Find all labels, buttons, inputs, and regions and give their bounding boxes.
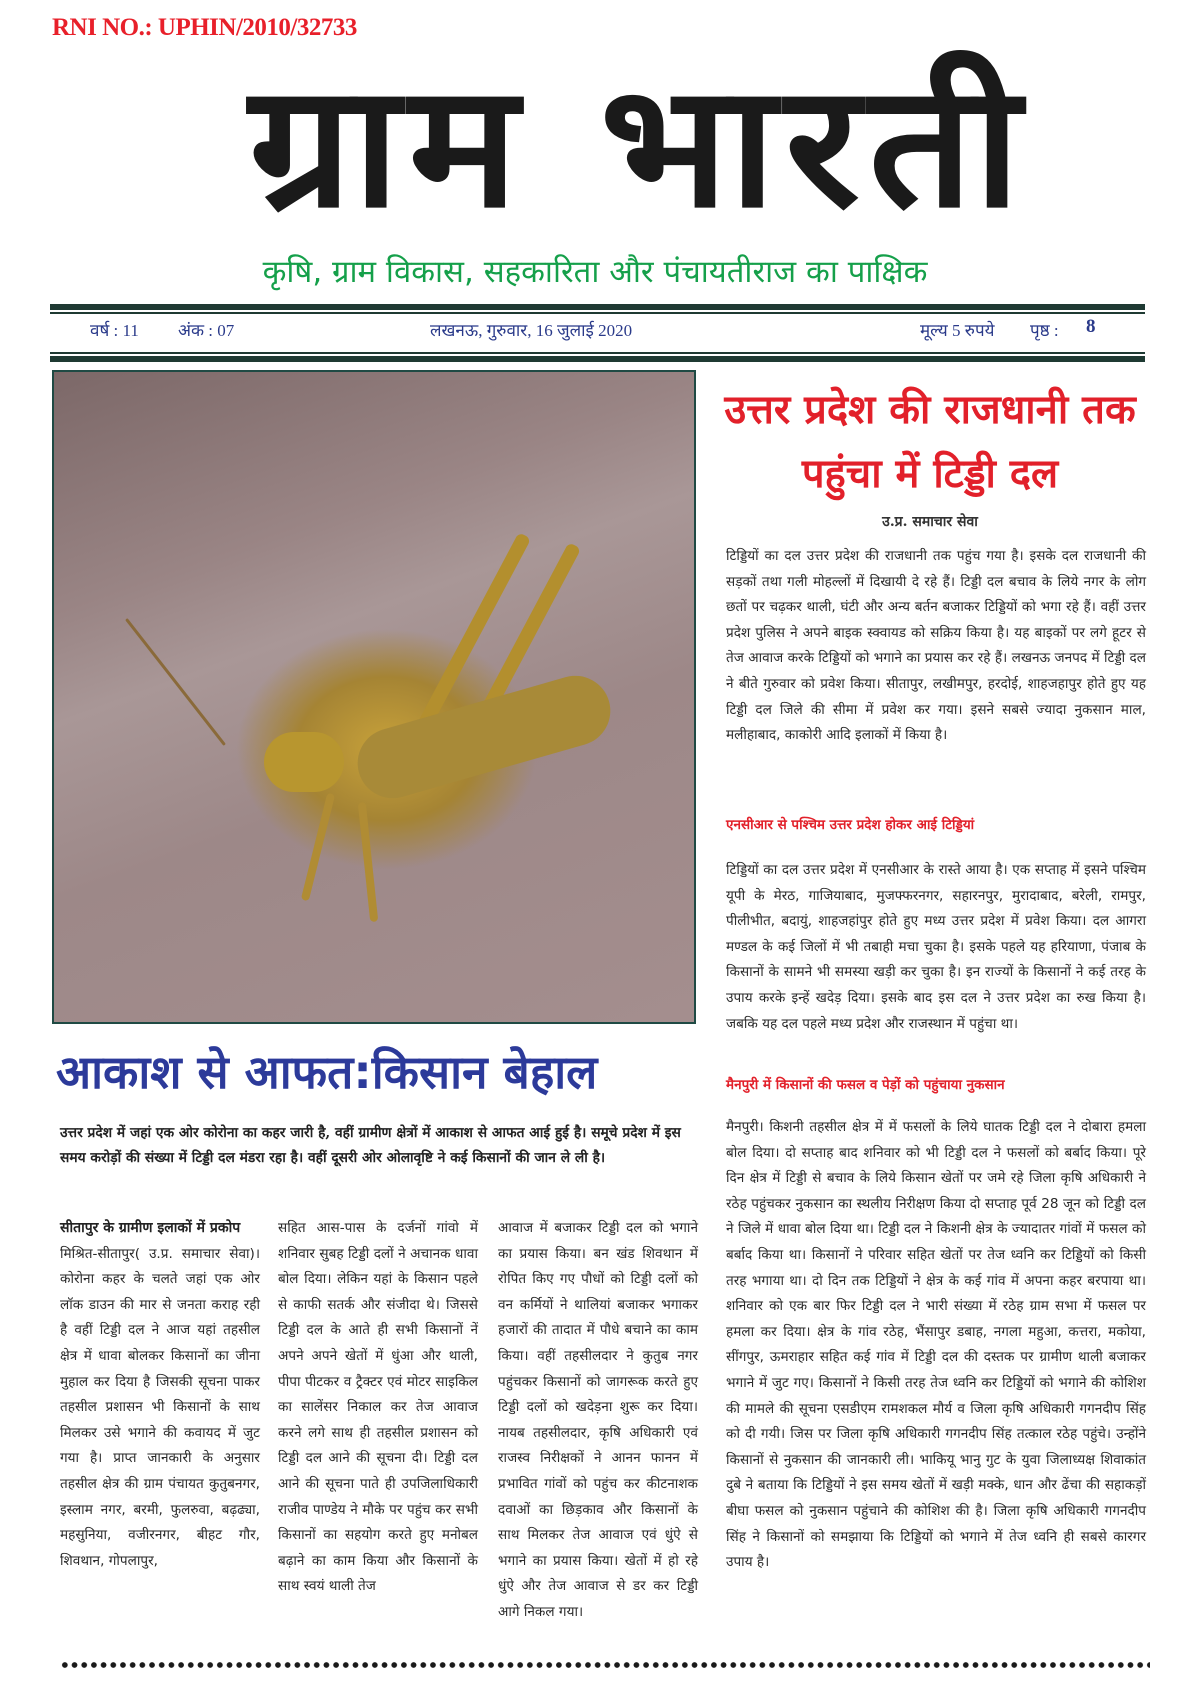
locust-leg: [358, 802, 378, 922]
issue-info-bar: [90, 318, 1130, 348]
main-story-column: सहित आस-पास के दर्जनों गांवो में शनिवार सुबह टिड्डी दलों ने अचानक धावा बोल दिया। लेकिन यहां के किसान पहले से काफी सतर्क और संजीदा थे। जिससे टिड्डी दल के आते ही सभी किसानों नें अपने अपने खेतों में धुंआ और थाली, पीपा पीटकर व ट्रैक्टर एवं मोटर साइकिल का सालेंसर निकाल कर तेज आवाज करने लगे साथ ही तहसील प्रशासन को टिड्डी दल आने की सूचना दी। टिड्डी दल आने की सूचना पाते ही उपजिलाधिकारी राजीव पाण्डेय ने मौके पर पहुंच कर सभी किसानों का सहयोग करते हुए मनोबल बढ़ाने का काम किया और किसानों के साथ स्वयं थाली तेज: [278, 1220, 478, 1595]
page-number: 8: [1086, 316, 1096, 337]
locust-body: [349, 668, 618, 807]
newspaper-tagline: कृषि, ग्राम विकास, सहकारिता और पंचायतीराज का पाक्षिक: [262, 254, 928, 290]
main-story-lead: उत्तर प्रदेश में जहां एक ओर कोरोना का कहर जारी है, वहीं ग्रामीण क्षेत्रों में आकाश से आफत आई हुई है। समूचे प्रदेश में इस समय करोड़ों की संख्या में टिड्डी दल मंडरा रहा है। वहीं दूसरी ओर ओलावृष्टि ने कई किसानों की जान ले ली है।: [60, 1125, 681, 1166]
locust-head: [264, 732, 344, 792]
right-story-headline: उत्तर प्रदेश की राजधानी तक पहुंचा में टिड्डी दल: [724, 387, 1136, 497]
right-story-paragraph: टिड्डियों का दल उत्तर प्रदेश में एनसीआर के रास्ते आया है। एक सप्ताह में इसने पश्चिम यूपी के मेरठ, गाजियाबाद, मुजफ्फरनगर, सहारनपुर, मुरादाबाद, बरेली, रामपुर, पीलीभीत, बदायुं, शाहजहांपुर होते हुए मध्य उत्तर प्रदेश में प्रवेश किया। दल आगरा मण्डल के कई जिलों में भी तबाही मचा चुका है। इसके पहले यह हरियाणा, पंजाब के किसानों के सामने भी समस्या खड़ी कर चुका है। इन राज्यों के किसानों ने कई तरह के उपाय करके इन्हें खदेड़ दिया। इसके बाद इस दल ने उत्तर प्रदेश का रुख किया है। जबकि यह दल पहले मध्य प्रदेश और राजस्थान में पहुंचा था।: [726, 862, 1146, 1032]
footer-dotted-rule: [60, 1661, 1150, 1669]
right-story-subhead: एनसीआर से पश्चिम उत्तर प्रदेश होकर आई टिड्डियां: [726, 817, 975, 833]
right-story-byline: उ.प्र. समाचार सेवा: [882, 514, 978, 530]
header-rule-bottom-thin: [50, 352, 1145, 354]
newspaper-title: ग्राम भारती: [248, 48, 1030, 246]
header-rule-top-thin: [50, 312, 1145, 314]
place-date: लखनऊ, गुरुवार, 16 जुलाई 2020: [430, 321, 633, 340]
column-subhead: सीतापुर के ग्रामीण इलाकों में प्रकोप: [60, 1220, 241, 1236]
page-label: पृष्ठ :: [1030, 321, 1059, 340]
issue-label: अंक : 07: [178, 321, 235, 340]
main-story-headline: आकाश से आफत:किसान बेहाल: [56, 1045, 598, 1099]
header-rule-bottom: [50, 356, 1145, 362]
locust-photo: [52, 370, 696, 1024]
locust-antenna: [125, 618, 226, 746]
right-story-paragraph: मैनपुरी। किशनी तहसील क्षेत्र में में फसलों के लिये घातक टिड्डी दल ने दोबारा हमला बोल दिया। दो सप्ताह बाद शनिवार को भी टिड्डी दल ने फसलों को बर्बाद किया। पूरे दिन क्षेत्र में टिड्डी से बचाव के लिये किसान खेतों पर जमे रहे जिला कृषि अधिकारी ने रठेह पहुंचकर नुकसान का स्थलीय निरीक्षण किया दो सप्ताह पूर्व 28 जून को टिड्डी दल ने जिले में धावा बोल दिया था। टिड्डी दल ने किशनी क्षेत्र के ज्यादातर गांवों में फसल को बर्बाद किया था। किसानों ने परिवार सहित खेतों पर तेज ध्वनि कर टिड्डियों को किसी तरह भगाया था। दो दिन तक टिड्डियों ने क्षेत्र के कई गांव में अपना कहर बरपाया था। शनिवार को एक बार फिर टिड्डी दल ने भारी संख्या में रठेह ग्राम सभा में फसल पर हमला कर दिया। क्षेत्र के गांव रठेह, भैंसापुर डबाह, नगला महुआ, कत्तरा, मकोया, सींगपुर, ऊमराहार सहित कई गांव में टिड्डी दल की दस्तक पर ग्रामीण थाली बजाकर भगाने में जुट गए। किसानों ने किसी तरह तेज ध्वनि कर टिड्डियों को भगाने की कोशिश की मामले की सूचना एसडीएम रामशकल मौर्य व जिला कृषि अधिकारी गगनदीप सिंह को दी गयी। जिस पर जिला कृषि अधिकारी गगनदीप सिंह तत्काल रठेह पहुंचे। उन्होंने किसानों से नुकसान की जानकारी ली। भाकियू भानु गुट के युवा जिलाध्यक्ष शिवाकांत दुबे ने बताया कि टिड्डियों ने इस समय खेतों में खड़ी मक्के, धान और ढेंचा की सहाकड़ों बीघा फसल को नुकसान पहुंचाने की कोशिश की है। जिला कृषि अधिकारी गगनदीप सिंह ने किसानों को समझाया कि टिड्डियों को भगाने में तेज ध्वनि ही सबसे कारगर उपाय है।: [726, 1119, 1146, 1571]
main-story-column: आवाज में बजाकर टिड्डी दल को भगाने का प्रयास किया। बन खंड शिवथान में रोपित किए गए पौधों को टिड्डी दलों को वन कर्मियों ने थालियां बजाकर भगाकर हजारों की तादात में पौधे बचाने का काम किया। वहीं तहसीलदार ने कुतुब नगर पहुंचकर किसानों को जागरूक करते हुए टिड्डी दलों को खदेड़ना शुरू कर दिया। नायब तहसीलदार, कृषि अधिकारी एवं राजस्व निरीक्षकों ने आनन फानन में प्रभावित गांवों को पहुंच कर कीटनाशक दवाओं का छिड़काव और किसानों के साथ मिलकर तेज आवाज एवं धुंऐ से भगाने का प्रयास किया। खेतों में हो रहे धुंऐ और तेज आवाज से डर कर टिड्डी आगे निकल गया।: [498, 1220, 698, 1620]
right-story-subhead: मैनपुरी में किसानों की फसल व पेड़ों को पहुंचाया नुकसान: [726, 1077, 1005, 1093]
right-story-paragraph: टिड्डियों का दल उत्तर प्रदेश की राजधानी तक पहुंच गया है। इसके दल राजधानी की सड़कों तथा गली मोहल्लों में दिखायी दे रहे हैं। टिड्डी दल बचाव के लिये नगर के लोग छतों पर चढ़कर थाली, घंटी और अन्य बर्तन बजाकर टिड्डियों को भगा रहे हैं। वहीं उत्तर प्रदेश पुलिस ने अपने बाइक स्क्वायड को सक्रिय किया है। यह बाइकों पर लगे हूटर से तेज आवाज करके टिड्डियों को भगाने का प्रयास कर रहे हैं। लखनऊ जनपद में टिड्डी दल ने बीते गुरुवार को प्रवेश किया। सीतापुर, लखीमपुर, हरदोई, शाहजहापुर होते हुए यह टिड्डी दल जिले की सीमा में प्रवेश कर गया। इसने सबसे ज्यादा नुकसान माल, मलीहाबाद, काकोरी आदि इलाकों में किया है।: [726, 548, 1146, 744]
year-label: वर्ष : 11: [90, 321, 139, 340]
price: मूल्य 5 रुपये: [920, 321, 995, 340]
header-rule-top: [50, 304, 1145, 310]
rni-number: RNI NO.: UPHIN/2010/32733: [52, 14, 357, 41]
main-story-column: [60, 1216, 260, 1574]
column-text: मिश्रित-सीतापुर( उ.प्र. समाचार सेवा)। कोरोना कहर के चलते जहां एक ओर लॉक डाउन की मार से जनता कराह रही है वहीं टिड्डी दल ने आज यहां तहसील क्षेत्र में धावा बोलकर किसानों का जीना मुहाल कर दिया है जिसकी सूचना पाकर तहसील प्रशासन भी किसानों के साथ मिलकर उसे भगाने की कवायद में जुट गया है। प्राप्त जानकारी के अनुसार तहसील क्षेत्र की ग्राम पंचायत कुतुबनगर, इस्लाम नगर, बरमी, फुलरुवा, बढ़ढ्या, महसुनिया, वजीरनगर, बीहट गौर, शिवथान, गोपलापुर,: [60, 1245, 260, 1569]
locust-leg: [301, 793, 335, 902]
